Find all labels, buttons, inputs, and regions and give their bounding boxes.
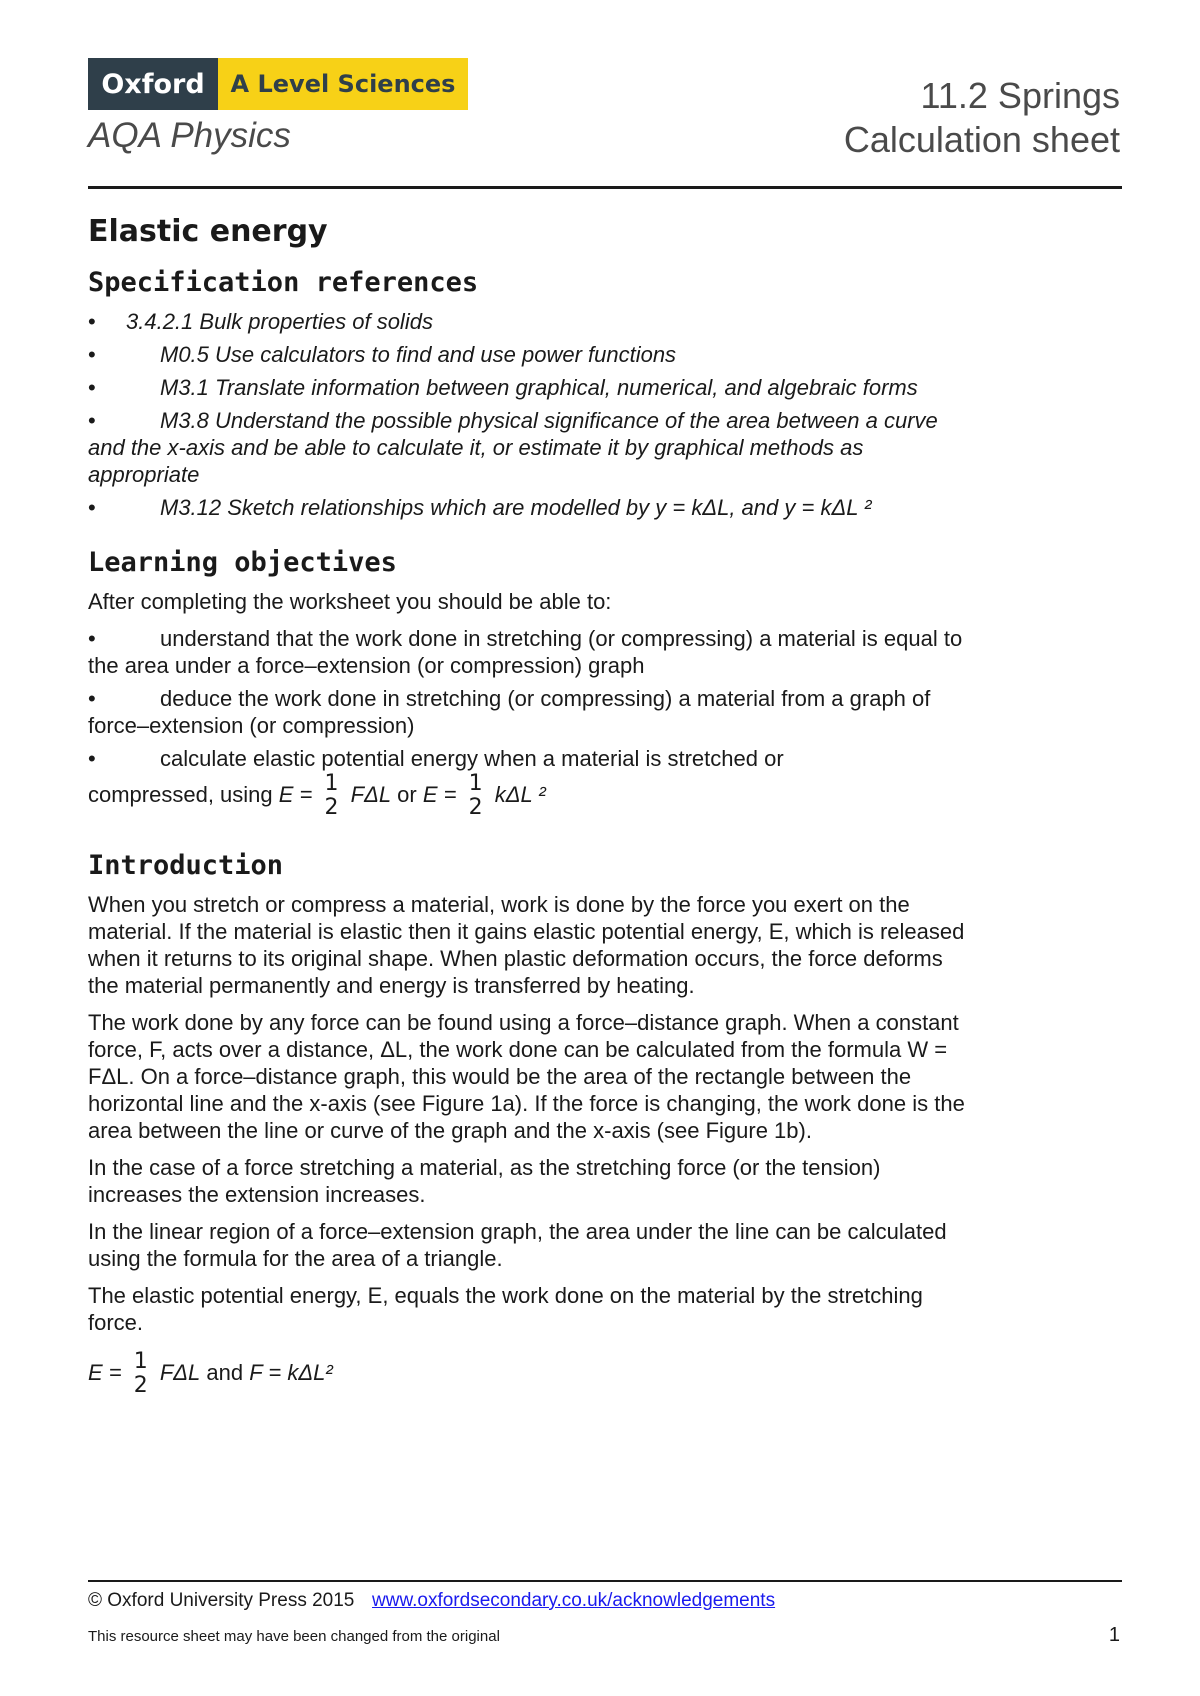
intro-paragraph: The elastic potential energy, E, equals the work done on the material by the stretching force. <box>88 1283 923 1335</box>
intro-paragraph: In the linear region of a force–extension graph, the area under the line can be calculated using the formula for the area of a triangle. <box>88 1219 947 1271</box>
brand-logo <box>88 58 468 110</box>
spec-list <box>88 308 968 521</box>
intro-paragraph: The work done by any force can be found using a force–distance graph. When a constant force, F, acts over a distance, ΔL, the work done can be calculated from the formula W = FΔL. On a force–distance graph, this would be the area of the rectangle between the horizontal line and the x-axis (see Figure 1a). If the force is changing, the work done is the area between the line or curve of the graph and the x-axis (see Figure 1b). <box>88 1010 965 1143</box>
fraction-half: 1 2 <box>324 771 339 820</box>
objective-item: • deduce the work done in stretching (or compressing) a material from a graph of force–extension (or compression) <box>88 686 931 738</box>
brand-oxford: Oxford <box>88 58 218 110</box>
copyright: © Oxford University Press 2015 <box>88 1590 355 1611</box>
subject-title: AQA Physics <box>88 116 291 155</box>
spec-item: • M3.1 Translate information between graphical, numerical, and algebraic forms <box>88 375 918 400</box>
page-number: 1 <box>1108 1624 1120 1646</box>
sheet-title <box>844 74 1120 162</box>
sheet-title-line1: 11.2 Springs <box>920 75 1120 116</box>
objectives-intro: After completing the worksheet you should be able to: <box>88 589 612 614</box>
energy-formula: E = 1 2 FΔL and F = kΔL² <box>88 1349 333 1398</box>
intro-heading: Introduction <box>88 850 284 881</box>
acknowledgements-link[interactable]: www.oxfordsecondary.co.uk/acknowledgements <box>372 1590 776 1611</box>
objectives-list <box>88 625 968 820</box>
objective-item: • calculate elastic potential energy when a material is stretched or compressed, using E = 1 2 FΔL or E = 1 2 kΔL ² <box>88 746 784 820</box>
spec-item: • 3.4.2.1 Bulk properties of solids <box>88 309 433 334</box>
header-divider <box>88 186 1122 189</box>
objective-item: • understand that the work done in stretching (or compressing) a material is equal to the area under a force–extension (or compression) graph <box>88 626 963 678</box>
footer-note: This resource sheet may have been changed from the original <box>88 1628 500 1645</box>
main-content <box>88 214 968 1408</box>
fraction-half: 1 2 <box>468 771 483 820</box>
intro-paragraph: In the case of a force stretching a material, as the stretching force (or the tension) increases the extension increases. <box>88 1155 881 1207</box>
spec-heading: Specification references <box>88 267 479 298</box>
fraction-half: 1 2 <box>133 1349 148 1398</box>
spec-item: • M3.12 Sketch relationships which are modelled by y = kΔL, and y = kΔL ² <box>88 495 872 520</box>
brand-a-level-sciences: A Level Sciences <box>218 58 468 110</box>
intro-paragraph: When you stretch or compress a material, work is done by the force you exert on the material. If the material is elastic then it gains elastic potential energy, E, which is released when it returns to its original shape. When plastic deformation occurs, the force deforms the material permanently and energy is transferred by heating. <box>88 892 965 998</box>
spec-item: • M3.8 Understand the possible physical significance of the area between a curve and the x-axis and be able to calculate it, or estimate it by graphical methods as appropriate <box>88 408 938 487</box>
sheet-title-line2: Calculation sheet <box>843 119 1120 160</box>
spec-item: • M0.5 Use calculators to find and use power functions <box>88 342 677 367</box>
footer-divider <box>88 1580 1122 1582</box>
objectives-heading: Learning objectives <box>88 547 397 578</box>
page-title: Elastic energy <box>88 214 328 249</box>
